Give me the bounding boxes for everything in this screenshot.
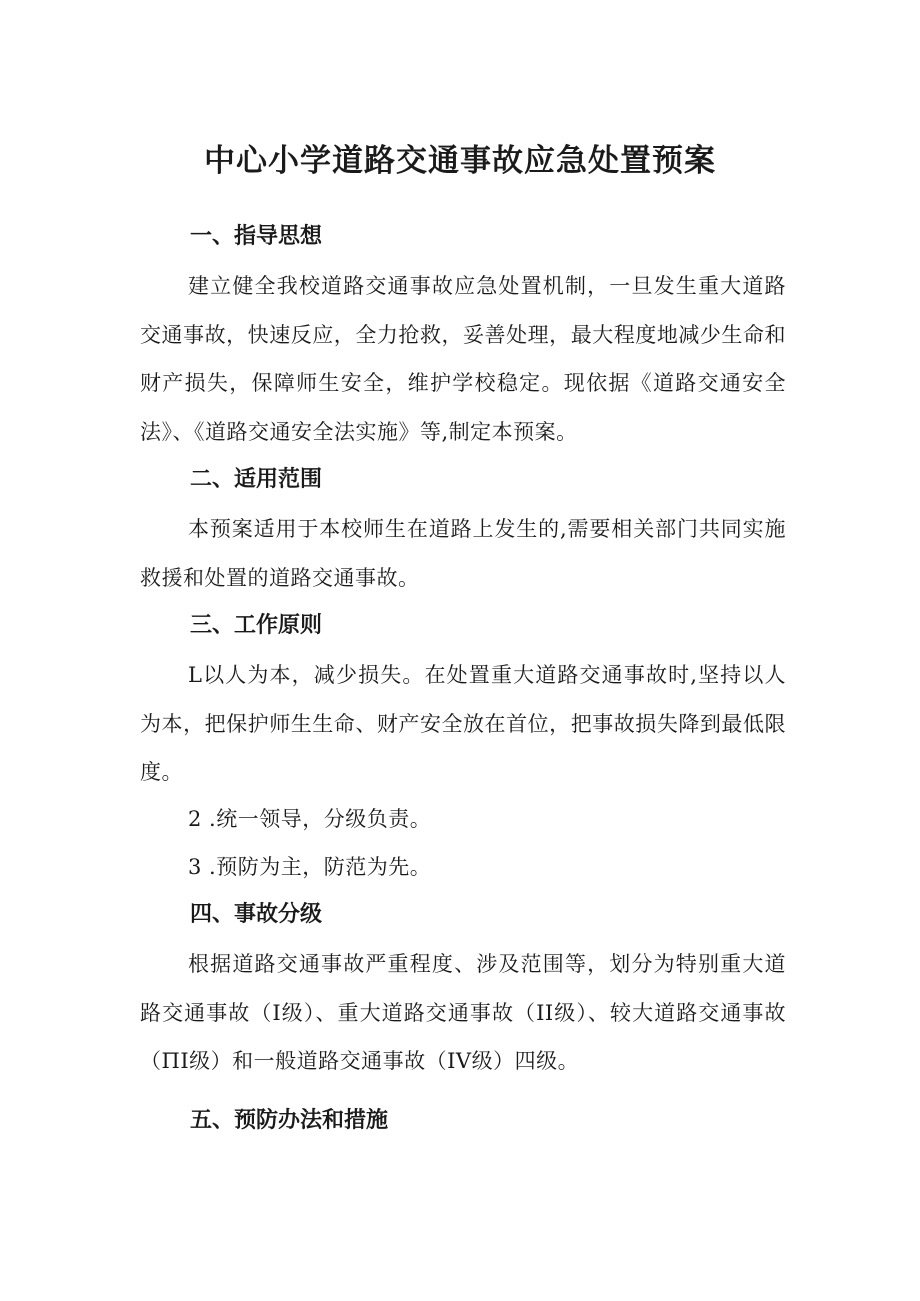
section-paragraph-scope: 本预案适用于本校师生在道路上发生的,需要相关部门共同实施救援和处置的道路交通事故。 — [140, 517, 786, 590]
principle-item-2: 2 .统一领导，分级负责。 — [188, 807, 432, 831]
principle-item-3: 3 .预防为主，防范为先。 — [188, 855, 432, 879]
section-paragraph-classification: 根据道路交通事故严重程度、涉及范围等，划分为特别重大道路交通事故（I级）、重大道路交通事故（II级）、较大道路交通事故（ΠI级）和一般道路交通事故（IV级）四级。 — [140, 952, 786, 1073]
section-heading-scope: 二、适用范围 — [190, 467, 323, 492]
section-heading-principles: 三、工作原则 — [190, 613, 323, 638]
page-title: 中心小学道路交通事故应急处置预案 — [204, 143, 716, 179]
section-heading-guiding-ideology: 一、指导思想 — [190, 224, 323, 249]
section-heading-prevention: 五、预防办法和措施 — [190, 1108, 389, 1133]
section-heading-classification: 四、事故分级 — [190, 902, 323, 927]
section-paragraph-principle-1: L以人为本，减少损失。在处置重大道路交通事故时,坚持以人为本，把保护师生生命、财产安全放在首位，把事故损失降到最低限度。 — [140, 663, 786, 784]
section-paragraph-guiding-ideology: 建立健全我校道路交通事故应急处置机制，一旦发生重大道路交通事故，快速反应，全力抢救，妥善处理，最大程度地减少生命和财产损失，保障师生安全，维护学校稳定。现依据《道路交通安全法》、《道路交通安全法实施》等,制定本预案。 — [140, 274, 786, 444]
